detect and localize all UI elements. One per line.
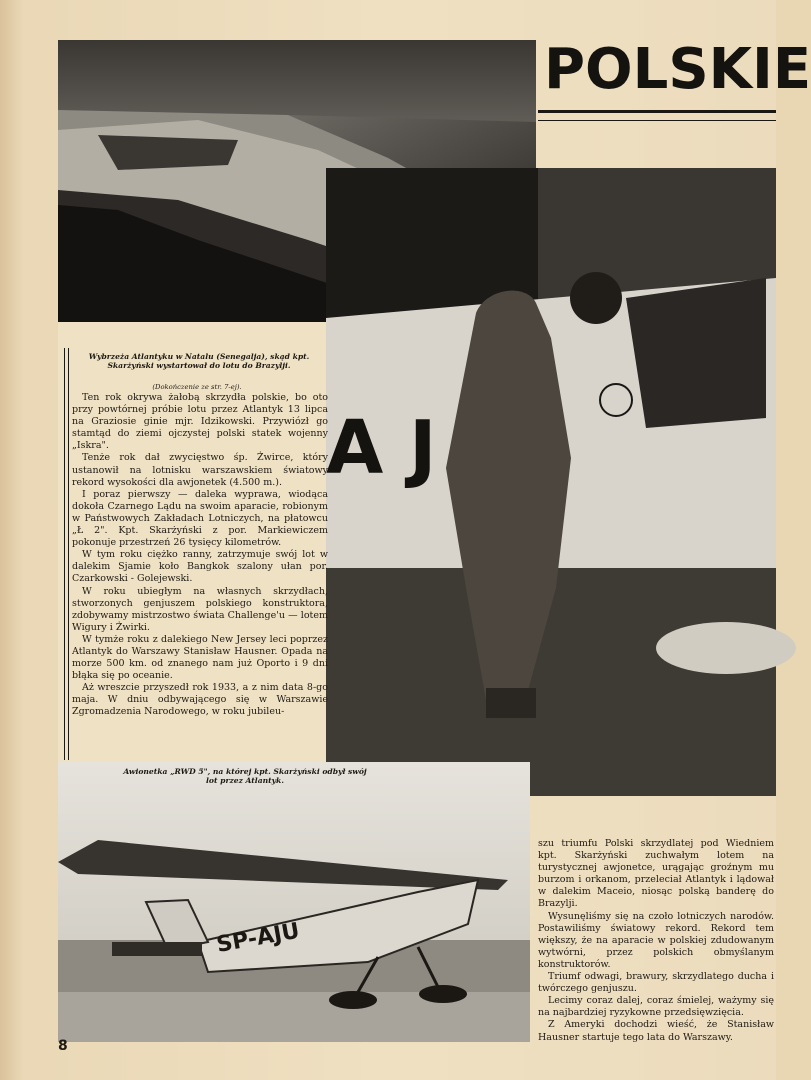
paragraph: Tenże rok dał zwycięstwo śp. Żwirce, który ustanowił na lotnisku warszawskiem światowy rekord wysokości dla awjonetek (4.500 m.). [72,452,328,488]
plane-photo [326,168,776,796]
paragraph: Aż wreszcie przyszedł rok 1933, a z nim data 8-go maja. W dniu odbywającego się w Warszawie Zgromadzenia Narodowego, w roku jubileu- [72,682,328,718]
article-left-column [72,392,328,719]
paragraph: I poraz pierwszy — daleka wyprawa, wiodąca dokoła Czarnego Lądu na swoim aparacie, robionym w Państwowych Zakładach Lotniczych, na płatowcu „Ł 2". Kpt. Skarżyński z por. Markiewiczem pokonuje przestrzeń 26 tysięcy kilometrów. [72,488,328,549]
paragraph: Triumf odwagi, brawury, skrzydlatego ducha i twórczego genjuszu. [538,971,774,995]
title-rule-thick [538,110,776,113]
column-rule [64,348,65,760]
paragraph: W tym roku ciężko ranny, zatrzymuje swój lot w dalekim Sjamie koło Bangkok szalony ułan por. Czarkowski - Golejewski. [72,549,328,585]
paragraph: W tymże roku z dalekiego New Jersey leci poprzez Atlantyk do Warszawy Stanisław Hausner. Opada na morze 500 km. od znanego nam już Oporto i 9 dni błąka się po oceanie. [72,633,328,682]
paragraph: Wysunęliśmy się na czoło lotniczych narodów. Postawiliśmy światowy rekord. Rekord tem większy, że na aparacie w polskiej zdudowanym wytwórni, przez polskich obmyślanym konstruktorów. [538,910,774,970]
coast-caption: Wybrzeża Atlantyku w Natalu (Senegalja), skąd kpt. Skarżyński wystartował do lotu do Brazylji. [88,352,310,370]
article-right-column [538,838,774,1044]
title-rule-thin [538,120,776,121]
plane-marking-text: A J [326,405,437,491]
paragraph: Lecimy coraz dalej, coraz śmielej, ważymy się na najbardziej ryzykowne przedsięwzięcia. [538,995,774,1019]
page-title: POLSKIE [544,37,811,102]
page-number: 8 [58,1038,68,1054]
rwd-photo [58,762,530,1042]
continuation-note: (Dokończenie ze str. 7-ej). [152,383,242,391]
column-rule [68,348,69,760]
rwd-registration-text: SP-AJU [214,918,302,958]
paragraph: Z Ameryki dochodzi wieść, że Stanisław Hausner startuje tego lata do Warszawy. [538,1019,774,1043]
paragraph: szu triumfu Polski skrzydlatej pod Wiedniem kpt. Skarżyński zuchwałym lotem na turystycznej awjonetce, urągając groźnym mu burzom i orkanom, przeleciał Atlantyk i lądował w dalekim Maceio, niosąc polską banderę do Brazylji. [538,838,774,910]
paragraph: Ten rok okrywa żałobą skrzydła polskie, bo oto przy powtórnej próbie lotu przez Atlantyk 13 lipca na Graziosie ginie mjr. Idzikowski. Przywiózł go stamtąd do ziemi ojczystej polski statek wojenny „Iskra". [72,392,328,452]
rwd-caption: Awionetka „RWD 5", na której kpt. Skarżyński odbył swój lot przez Atlantyk. [123,767,367,785]
paragraph: W roku ubiegłym na własnych skrzydłach, stworzonych genjuszem polskiego konstruktora, zdobywamy mistrzostwo świata Challenge'u — lotem Wigury i Żwirki. [72,585,328,633]
